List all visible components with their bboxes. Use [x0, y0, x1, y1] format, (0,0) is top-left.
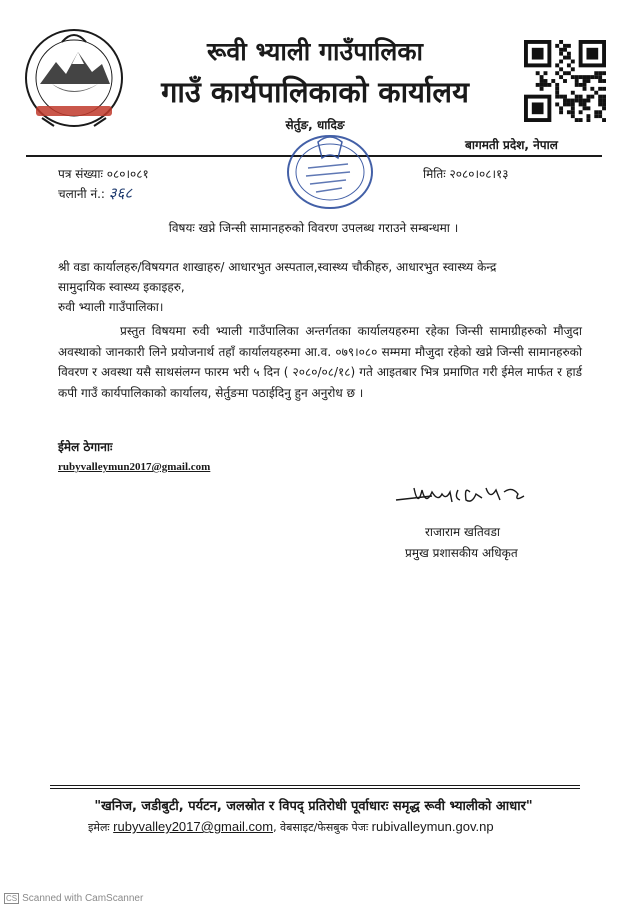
letter-subject: विषयः खप्ने जिन्सी सामानहरुको विवरण उपलब्ध गराउने सम्बन्धमा । [168, 221, 459, 235]
reference-value: ०८०।०८१ [106, 167, 149, 181]
signature-icon [392, 478, 534, 514]
addressee-block [58, 257, 598, 317]
dispatch-number [58, 183, 132, 203]
footer-divider [50, 788, 580, 789]
office-seal-stamp-icon [278, 128, 382, 214]
reference-number [58, 165, 149, 182]
date-label: मितिः [423, 167, 446, 181]
footer-divider [50, 785, 580, 786]
camscanner-logo-icon: CS [6, 894, 18, 903]
footer-website-link[interactable]: rubivalleymun.gov.np [371, 819, 494, 834]
camscanner-watermark [4, 893, 143, 904]
qr-code-icon [524, 40, 606, 122]
signatory-title: प्रमुख प्रशासकीय अधिकृत [405, 546, 518, 560]
dispatch-label: चलानी नं.: [58, 187, 105, 201]
addressee-line: श्री वडा कार्यालहरु/विषयगत शाखाहरु/ आधारभुत अस्पताल,स्वास्थ्य चौकीहरु, आधारभुत स्वास्थ्य केन्द्र [58, 260, 497, 274]
letter-date [423, 165, 509, 182]
letter-body: प्रस्तुत विषयमा रुवी भ्याली गाउँपालिका अन्तर्गतका कार्यालयहरुमा रहेका जिन्सी सामाग्रीहरुको मौजुदा अवस्थाको जानकारी लिने प्रयोजनार्थ तहाँ कार्यालयहरुमा आ.व. ०७९।०८० सम्ममा मौजुदा रहेको खप्ने जिन्सी सामानहरुको विवरण र अवस्था यसै साथसंलग्न फारम भरी ५ दिन ( २०८०/०८/१८) गते आइतबार भित्र प्रमाणित गरी ईमेल मार्फत र हार्ड कपी गाउँ कार्यपालिकाको कार्यालय, सेर्तुङमा पठाईदिनु हुन अनुरोध छ । [58, 324, 582, 400]
office-address: सेर्तुङ, धादिङ [285, 118, 345, 132]
signatory-name: राजाराम खतिवडा [425, 525, 500, 539]
date-value: २०८०।०८।१३ [449, 167, 509, 181]
nepal-emblem-icon [22, 22, 126, 132]
municipality-motto: "खनिज, जडीबुटी, पर्यटन, जलस्रोत र विपद् प्रतिरोधी पूर्वाधारः समृद्ध रूवी भ्यालीको आधार" [94, 799, 533, 814]
addressee-line: रुवी भ्याली गाउँपालिका। [58, 300, 164, 314]
municipality-name: रूवी भ्याली गाउँपालिका [206, 37, 424, 66]
dispatch-value: ३६८ [108, 184, 133, 202]
footer-web-label: , वेबसाइट/फेसबुक पेजः [273, 821, 369, 834]
contact-email-link[interactable]: rubyvalleymun2017@gmail.com [58, 461, 211, 473]
footer-email-label: इमेलः [88, 821, 110, 834]
camscanner-text: Scanned with CamScanner [22, 893, 144, 904]
addressee-line: सामुदायिक स्वास्थ्य इकाइहरु, [58, 280, 185, 294]
office-name: गाउँ कार्यपालिकाको कार्यालय [161, 75, 469, 109]
footer-contact [88, 819, 494, 835]
reference-label: पत्र संख्याः [58, 167, 103, 181]
province-name: बागमती प्रदेश, नेपाल [465, 138, 558, 152]
email-label: ईमेल ठेगानाः [58, 440, 113, 454]
footer-email-link[interactable]: rubyvalley2017@gmail.com [113, 819, 274, 834]
